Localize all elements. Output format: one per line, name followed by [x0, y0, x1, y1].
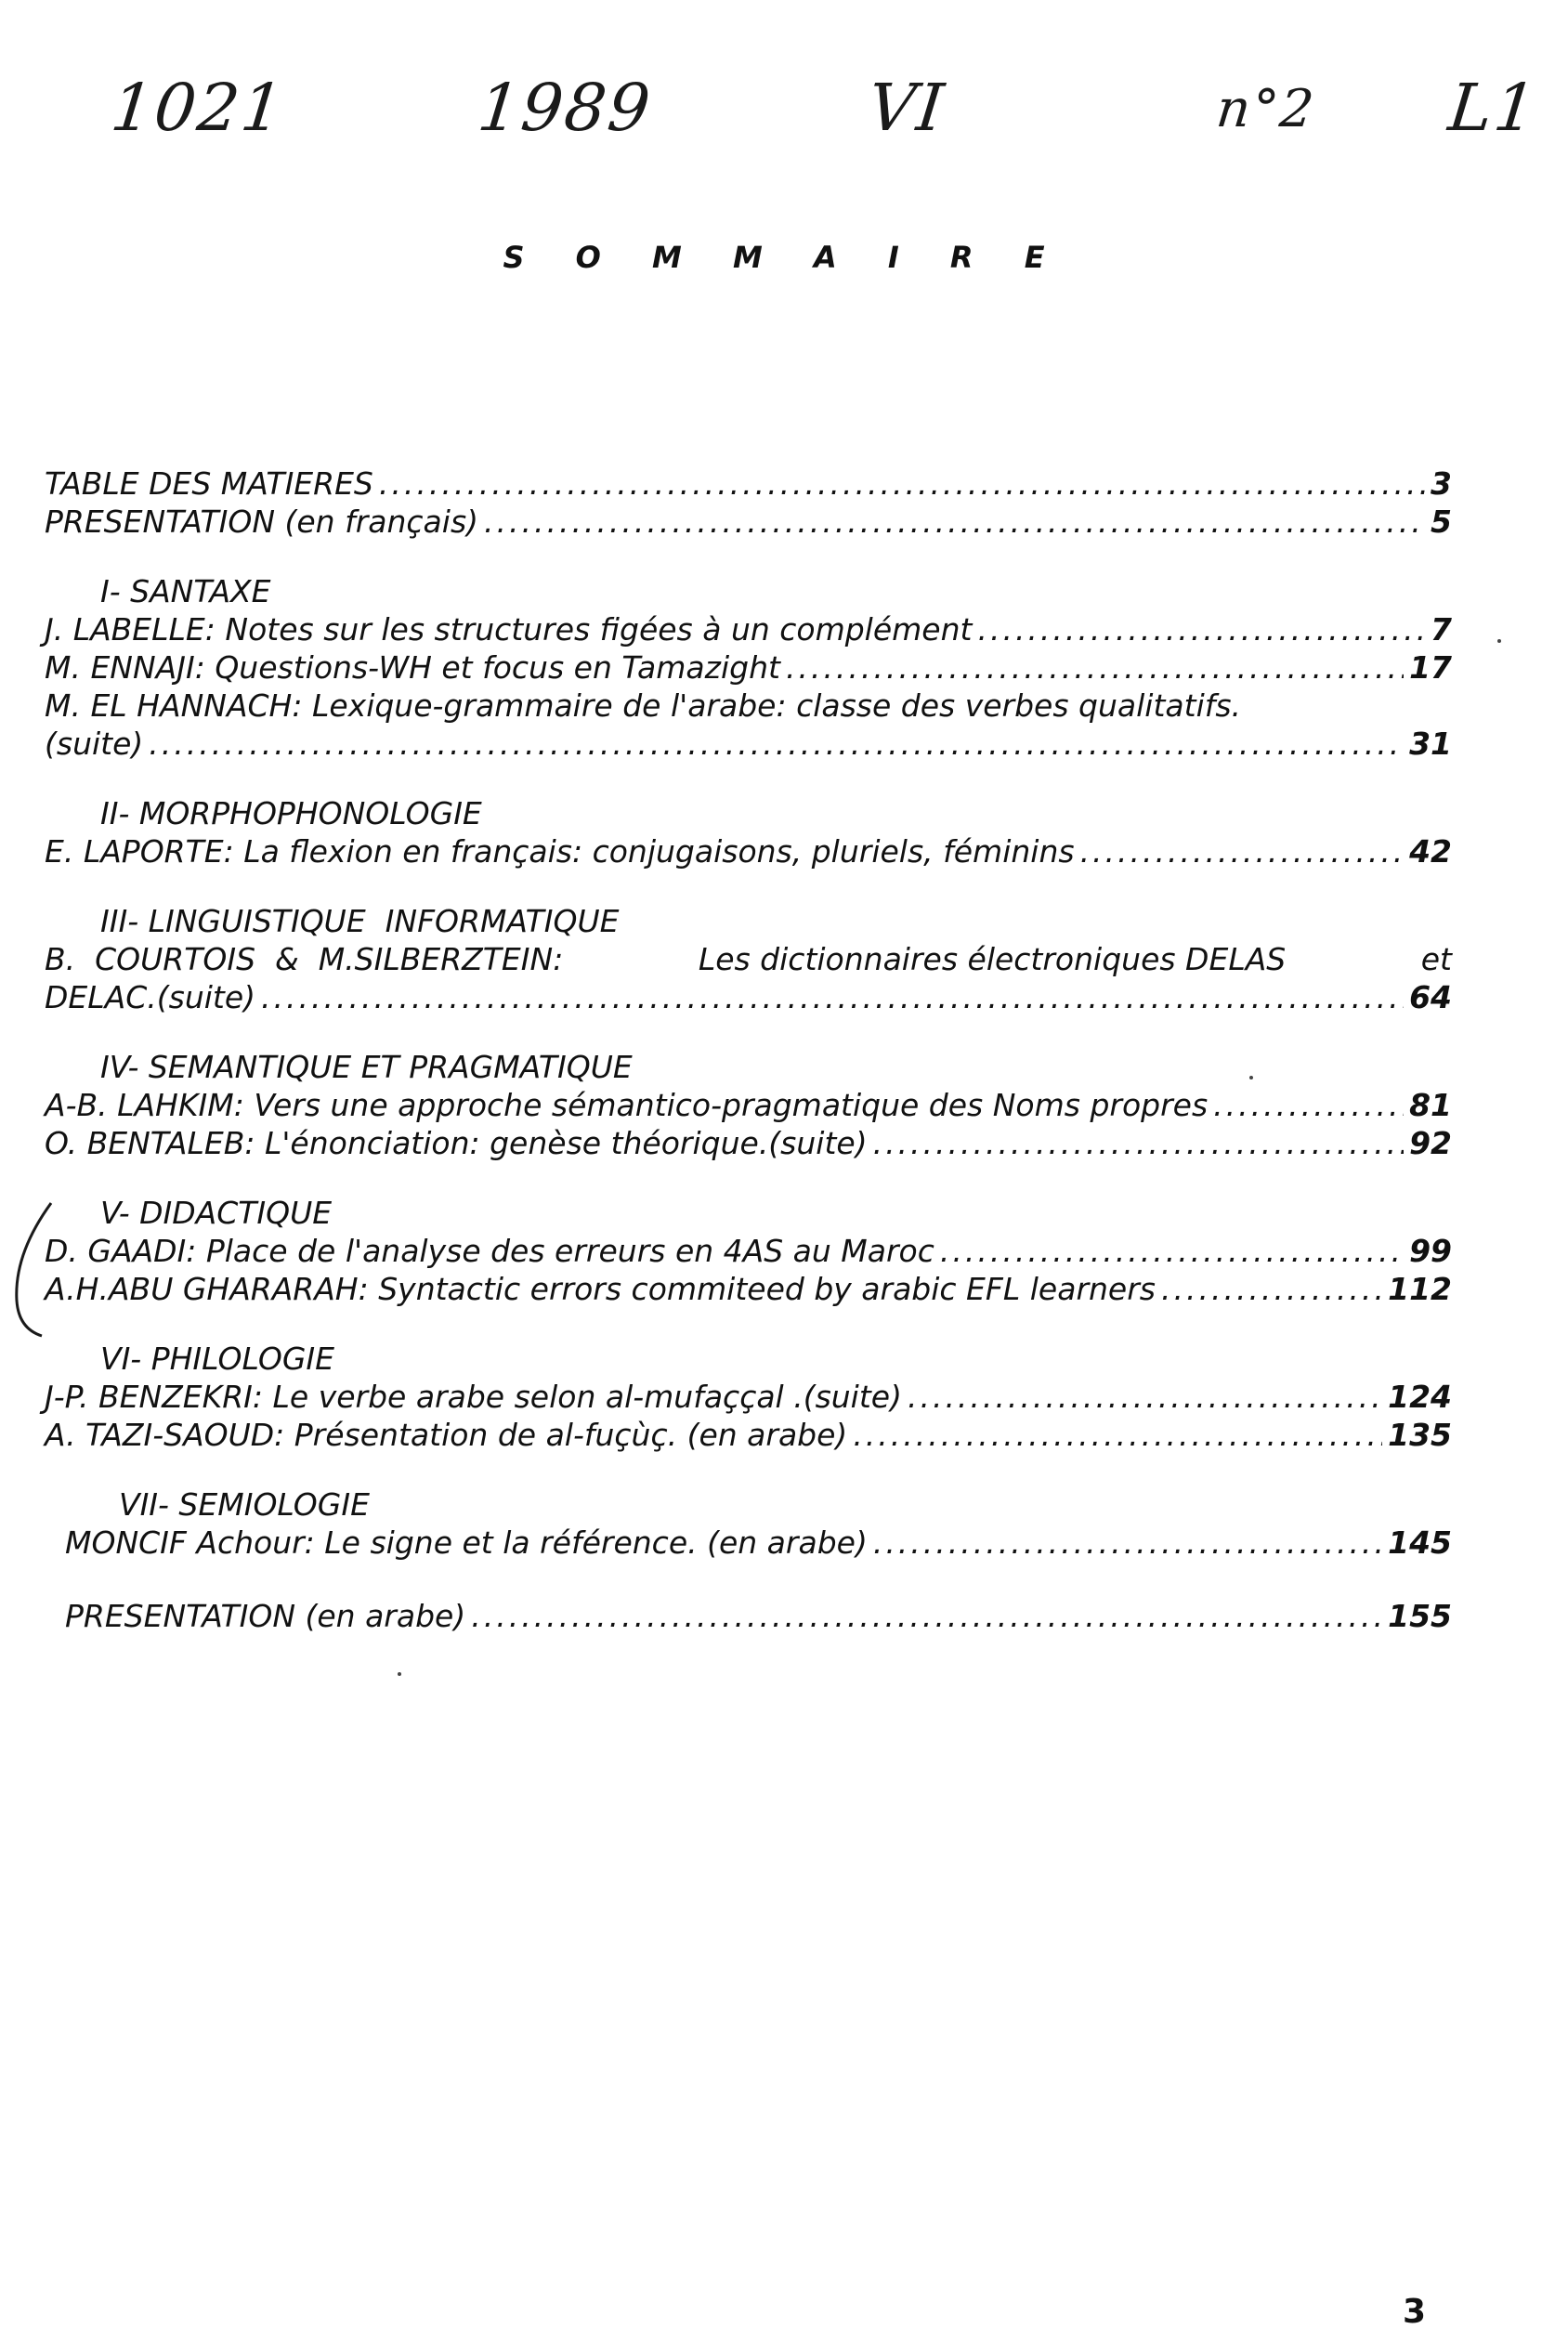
- toc-entry-page: 99: [1409, 1233, 1452, 1269]
- leader-dots: [379, 464, 1425, 503]
- leader-dots: [853, 1416, 1382, 1454]
- scan-speck: [1497, 639, 1501, 643]
- toc-entry-text: TABLE DES MATIERES: [45, 465, 373, 502]
- section-heading: VI- PHILOLOGIE: [100, 1341, 334, 1377]
- toc-entry-page: 42: [1409, 833, 1452, 870]
- page-title: S O M M A I R E: [503, 240, 1065, 275]
- toc-entry: [45, 1597, 1452, 1635]
- toc-entry-text: PRESENTATION (en français): [45, 504, 479, 540]
- toc-entry: [45, 1086, 1452, 1124]
- toc-entry-title: Les dictionnaires électroniques DELAS: [698, 941, 1287, 977]
- spacer: [45, 1562, 1452, 1597]
- toc-entry: [45, 832, 1452, 870]
- toc-entry-text: MONCIF Achour: Le signe et la référence. (en arabe): [65, 1524, 868, 1561]
- section-heading: IV- SEMANTIQUE ET PRAGMATIQUE: [100, 1049, 633, 1085]
- toc-entry-page: 7: [1431, 611, 1452, 648]
- toc-entry: [45, 725, 1452, 763]
- toc-entry-text: A. TAZI-SAOUD: Présentation de al-fuçùç. (en arabe): [45, 1417, 848, 1453]
- handwritten-volume: VI: [864, 70, 949, 146]
- leader-dots: [1213, 1086, 1404, 1124]
- leader-dots: [786, 648, 1404, 687]
- toc-entry: [45, 1232, 1452, 1270]
- leader-dots: [940, 1232, 1404, 1270]
- toc-entry-page: 135: [1388, 1417, 1452, 1453]
- toc-entry-page: 155: [1388, 1598, 1452, 1634]
- toc-entry-page: 17: [1409, 649, 1452, 686]
- toc-entry-text: O. BENTALEB: L'énonciation: genèse théorique.(suite): [45, 1125, 868, 1161]
- toc-entry: [45, 503, 1452, 541]
- toc-entry: [45, 1524, 1452, 1562]
- leader-dots: [1161, 1270, 1382, 1308]
- handwritten-mark: L1: [1444, 70, 1542, 146]
- toc-entry-page: 5: [1431, 504, 1452, 540]
- section-heading: II- MORPHOPHONOLOGIE: [100, 795, 482, 831]
- handwritten-bracket-mark: [9, 1198, 56, 1338]
- toc-entry-text: D. GAADI: Place de l'analyse des erreurs en 4AS au Maroc: [45, 1233, 934, 1269]
- handwritten-year: 1989: [474, 70, 656, 146]
- toc-entry: [45, 464, 1452, 503]
- section-heading: I- SANTAXE: [100, 573, 271, 609]
- toc-entry-text: DELAC.(suite): [45, 979, 256, 1015]
- section-heading: V- DIDACTIQUE: [100, 1195, 333, 1231]
- toc-entry-page: 112: [1388, 1271, 1452, 1307]
- toc-entry-text: M. EL HANNACH: Lexique-grammaire de l'arabe: classe des verbes qualitatifs.: [45, 687, 1242, 724]
- scan-speck: [398, 1672, 401, 1676]
- toc-entry-page: 3: [1431, 465, 1452, 502]
- leader-dots: [471, 1597, 1382, 1635]
- leader-dots: [977, 610, 1425, 648]
- toc-entry: [45, 1378, 1452, 1416]
- page-number: 3: [1403, 2293, 1427, 2331]
- toc-entry: [45, 1270, 1452, 1308]
- handwritten-code: 1021: [107, 70, 289, 146]
- toc-entry-text: A-B. LAHKIM: Vers une approche sémantico-pragmatique des Noms propres: [45, 1087, 1209, 1123]
- table-of-contents: [45, 464, 1452, 1635]
- toc-entry-text: J. LABELLE: Notes sur les structures figées à un complément: [45, 611, 973, 648]
- toc-entry-text: E. LAPORTE: La flexion en français: conjugaisons, pluriels, féminins: [45, 833, 1075, 870]
- toc-entry-authors: B. COURTOIS & M.SILBERZTEIN:: [45, 941, 564, 977]
- leader-dots: [1080, 832, 1405, 870]
- handwritten-issue: n°2: [1213, 79, 1319, 139]
- leader-dots: [261, 978, 1404, 1016]
- toc-entry-title-end: et: [1420, 941, 1452, 977]
- toc-entry-text: J-P. BENZEKRI: Le verbe arabe selon al-mufaççal .(suite): [45, 1379, 902, 1415]
- toc-entry: [45, 648, 1452, 687]
- leader-dots: [908, 1378, 1382, 1416]
- toc-entry-page: 145: [1388, 1524, 1452, 1561]
- toc-entry-text: [45, 940, 1452, 978]
- toc-entry-text: M. ENNAJI: Questions-WH et focus en Tamazight: [45, 649, 780, 686]
- leader-dots: [149, 725, 1404, 763]
- toc-entry-page: 124: [1388, 1379, 1452, 1415]
- toc-entry-page: 31: [1409, 726, 1452, 762]
- toc-entry: [45, 1124, 1452, 1162]
- leader-dots: [484, 503, 1425, 541]
- toc-entry-page: 81: [1409, 1087, 1452, 1123]
- toc-entry-page: 92: [1409, 1125, 1452, 1161]
- scan-speck: [1249, 1076, 1253, 1079]
- section-heading: VII- SEMIOLOGIE: [119, 1486, 370, 1523]
- section-heading: III- LINGUISTIQUE INFORMATIQUE: [100, 903, 620, 939]
- toc-entry-text: PRESENTATION (en arabe): [65, 1598, 466, 1634]
- toc-entry-page: 64: [1409, 979, 1452, 1015]
- toc-entry: [45, 610, 1452, 648]
- toc-entry: [45, 1416, 1452, 1454]
- leader-dots: [873, 1124, 1404, 1162]
- toc-entry-text: (suite): [45, 726, 144, 762]
- leader-dots: [873, 1524, 1382, 1562]
- toc-entry-text: A.H.ABU GHARARAH: Syntactic errors commiteed by arabic EFL learners: [45, 1271, 1156, 1307]
- toc-entry: [45, 978, 1452, 1016]
